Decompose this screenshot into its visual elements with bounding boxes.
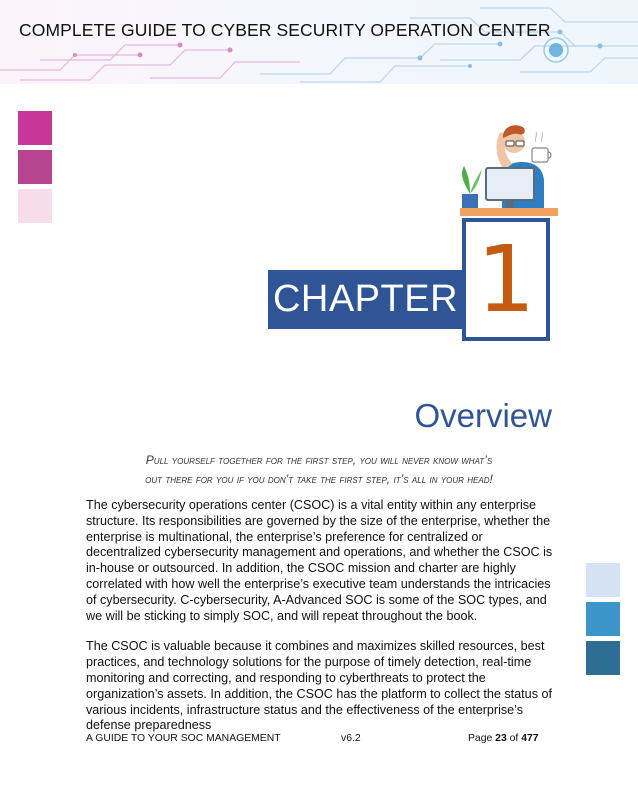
footer-page-prefix: Page <box>468 733 493 744</box>
decor-square-magenta-3 <box>18 189 52 223</box>
person-at-computer-icon <box>452 118 562 218</box>
decor-square-blue-3 <box>586 641 620 675</box>
footer-left: A GUIDE TO YOUR SOC MANAGEMENT <box>86 733 281 744</box>
footer-page-number <box>468 733 539 744</box>
body-paragraph-1: The cybersecurity operations center (CSOC) is a vital entity within any enterprise structure. Its responsibilities are governed by the size of the enterprise, whether the enterprise is multinational, the enterprise’s preference for centralized or decentralized cybersecurity management and operations, and whether the CSOC is in-house or outsourced. In addition, the CSOC mission and charter are highly correlated with how well the enterprise’s executive team understands the intricacies of cybersecurity. C-cybersecurity, A-Advanced SOC is some of the SOC types, and we will be sticking to simply SOC, and will repeat throughout the book. <box>86 498 553 623</box>
footer-page-total: 477 <box>521 733 539 744</box>
header-title: COMPLETE GUIDE TO CYBER SECURITY OPERATION CENTER <box>19 20 551 40</box>
decor-square-blue-1 <box>586 563 620 597</box>
header-band <box>0 0 638 84</box>
footer-version: v6.2 <box>341 733 361 744</box>
decor-square-magenta-1 <box>18 111 52 145</box>
decor-square-blue-2 <box>586 602 620 636</box>
chapter-number: 1 <box>476 226 536 333</box>
footer-page-of: of <box>509 733 519 744</box>
section-title: Overview <box>414 397 552 434</box>
chapter-number-box <box>462 218 550 341</box>
decor-square-magenta-2 <box>18 150 52 184</box>
chapter-quote <box>100 451 538 489</box>
quote-line-2: out there for you if you don’t take the first step, it’s all in your head! <box>145 472 493 486</box>
circuit-pattern-icon <box>0 0 638 84</box>
body-text <box>86 498 560 749</box>
quote-line-1: Pull yourself together for the first step, you will never know what’s <box>145 453 493 467</box>
body-paragraph-2: The CSOC is valuable because it combines and maximizes skilled resources, best practices, and technology solutions for the purpose of timely detection, real-time monitoring and correcting, and responding to cyberthreats to protect the organization’s assets. In addition, the CSOC has the platform to collect the status of various incidents, infrastructure status and the effectiveness of the enterprise’s defense preparedness <box>86 639 552 733</box>
chapter-label: CHAPTER <box>268 270 463 329</box>
footer-page-current: 23 <box>495 733 507 744</box>
